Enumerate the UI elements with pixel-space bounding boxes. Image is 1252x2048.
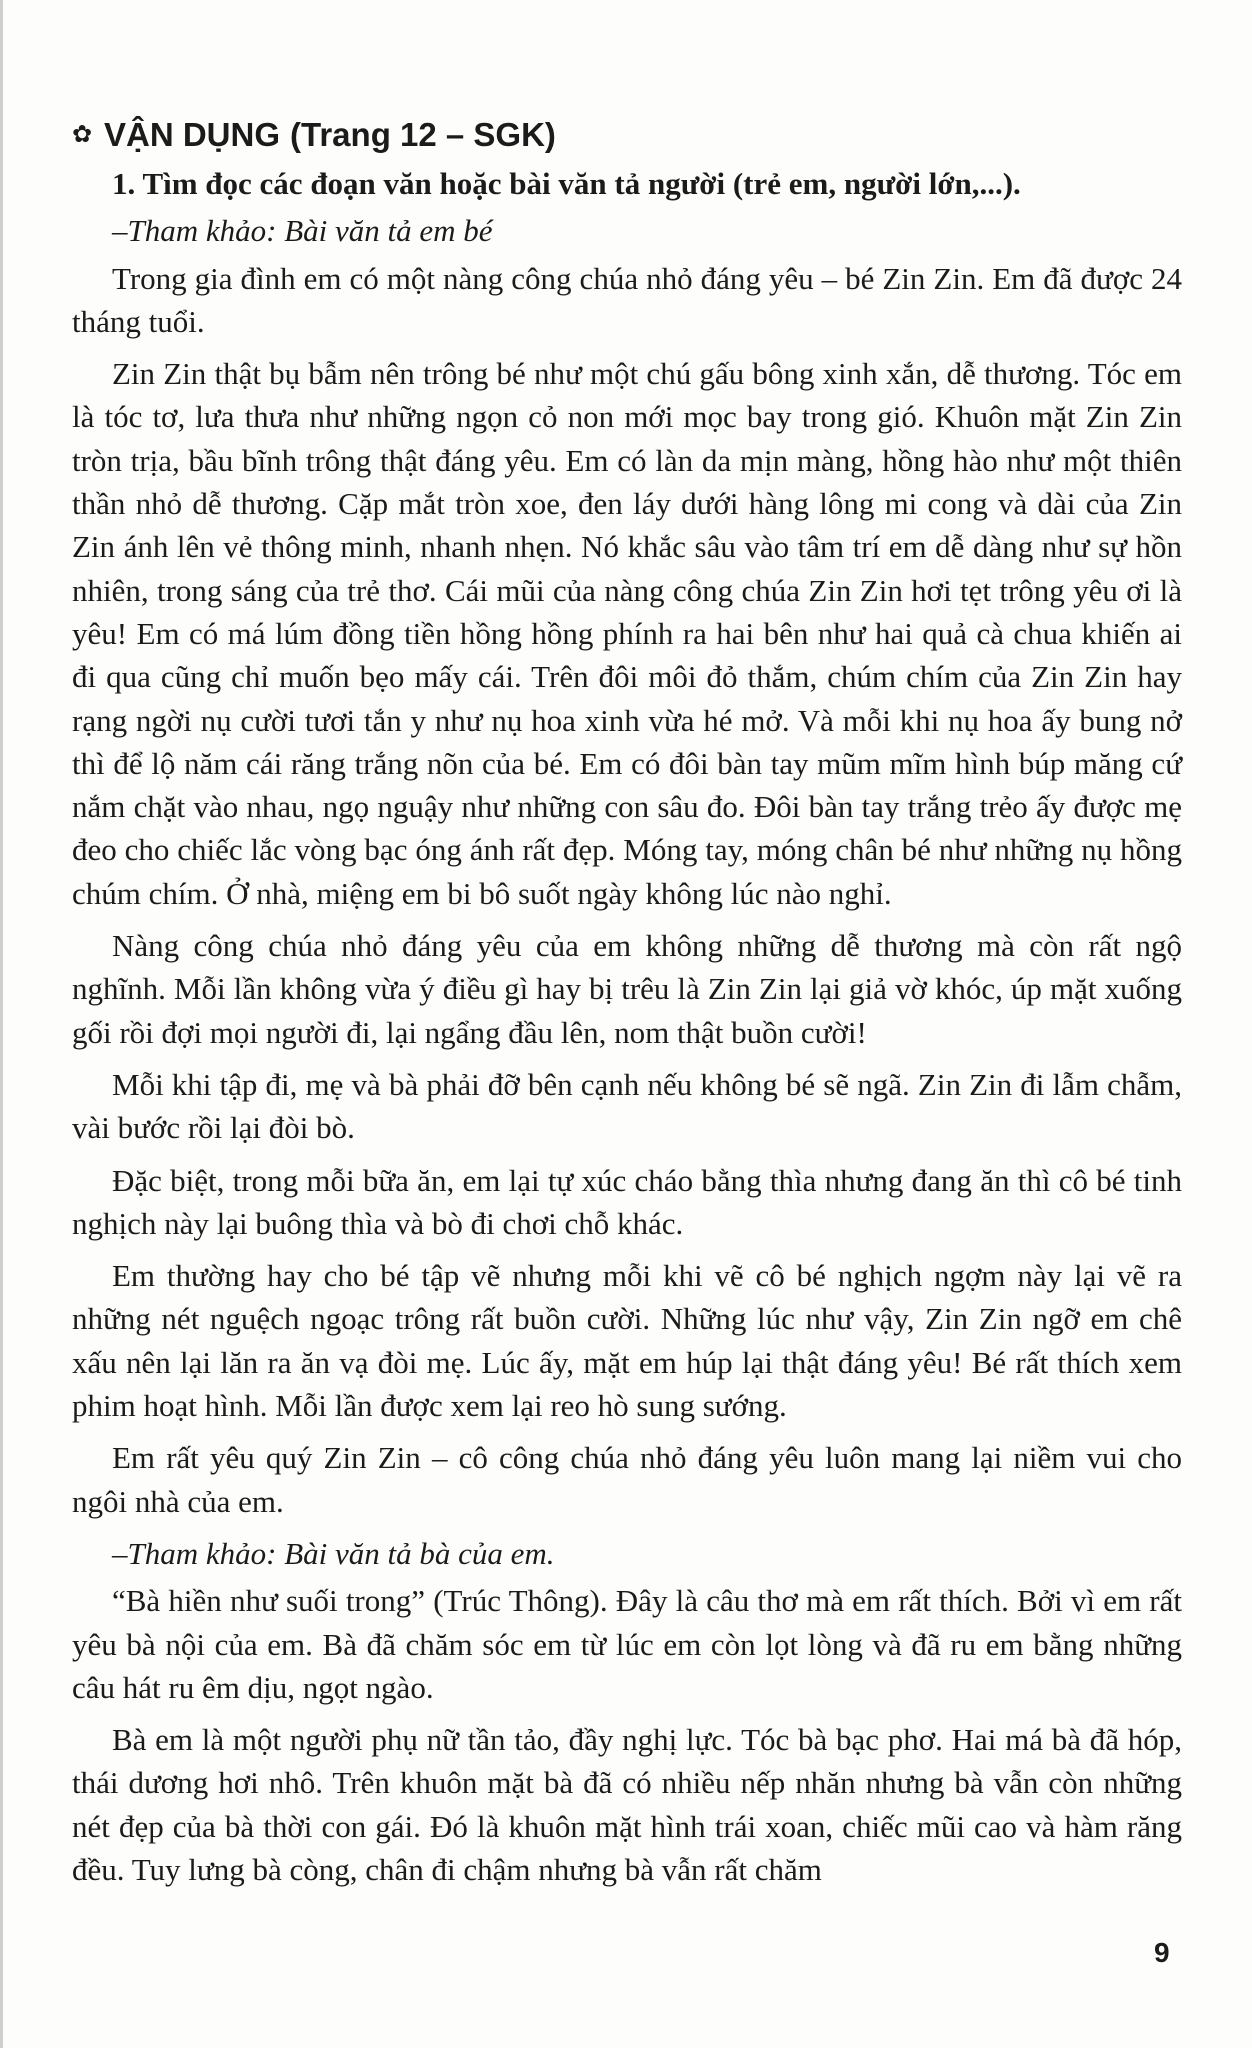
flower-star-icon: ✿ xyxy=(72,121,93,148)
section-title: VẬN DỤNG xyxy=(104,116,281,153)
section-subtitle: (Trang 12 – SGK) xyxy=(290,116,556,153)
paragraph: Em rất yêu quý Zin Zin – cô công chúa nhỏ đáng yêu luôn mang lại niềm vui cho ngôi nhà của em. xyxy=(72,1440,1182,1519)
page-number: 9 xyxy=(1154,1937,1170,1968)
page-content xyxy=(72,112,1182,1900)
page-edge-divider xyxy=(0,0,3,2048)
paragraph: Zin Zin thật bụ bẫm nên trông bé như một chú gấu bông xinh xắn, dễ thương. Tóc em là tóc tơ, lưa thưa như những ngọn cỏ non mới mọc bay trong gió. Khuôn mặt Zin Zin tròn trịa, bầu bĩnh trông thật đáng yêu. Em có làn da mịn màng, hồng hào như một thiên thần nhỏ dễ thương. Cặp mắt tròn xoe, đen láy dưới hàng lông mi cong và dài của Zin Zin ánh lên vẻ thông minh, nhanh nhẹn. Nó khắc sâu vào tâm trí em dễ dàng như sự hồn nhiên, trong sáng của trẻ thơ. Cái mũi của nàng công chúa Zin Zin hơi tẹt trông yêu ơi là yêu! Em có má lúm đồng tiền hồng hồng phính ra hai bên như hai quả cà chua khiến ai đi qua cũng chỉ muốn bẹo mấy cái. Trên đôi môi đỏ thắm, chúm chím của Zin Zin hay rạng ngời nụ cười tươi tắn y như nụ hoa xinh vừa hé mở. Và mỗi khi nụ hoa ấy bung nở thì để lộ năm cái răng trắng nõn của bé. Em có đôi bàn tay mũm mĩm hình búp măng cứ nắm chặt vào nhau, ngọ nguậy như những con sâu đo. Đôi bàn tay trắng trẻo ấy được mẹ đeo cho chiếc lắc vòng bạc óng ánh rất đẹp. Móng tay, móng chân bé như những nụ hồng chúm chím. Ở nhà, miệng em bi bô suốt ngày không lúc nào nghỉ. xyxy=(72,356,1182,911)
paragraph: Bà em là một người phụ nữ tần tảo, đầy nghị lực. Tóc bà bạc phơ. Hai má bà đã hóp, thái dương hơi nhô. Trên khuôn mặt bà đã có nhiều nếp nhăn nhưng bà vẫn còn những nét đẹp của bà thời con gái. Đó là khuôn mặt hình trái xoan, chiếc mũi cao và hàm răng đều. Tuy lưng bà còng, chân đi chậm nhưng bà vẫn rất chăm xyxy=(72,1722,1182,1887)
reference-label-2: –Tham khảo: Bài văn tả bà của em. xyxy=(112,1535,555,1571)
reference-label-1: –Tham khảo: Bài văn tả em bé xyxy=(112,213,493,249)
paragraph: Mỗi khi tập đi, mẹ và bà phải đỡ bên cạnh nếu không bé sẽ ngã. Zin Zin đi lẫm chẫm, vài bước rồi lại đòi bò. xyxy=(72,1066,1182,1146)
paragraph: Đặc biệt, trong mỗi bữa ăn, em lại tự xúc cháo bằng thìa nhưng đang ăn thì cô bé tinh nghịch này lại buông thìa và bò đi chơi chỗ khác. xyxy=(72,1162,1182,1241)
paragraph: Trong gia đình em có một nàng công chúa nhỏ đáng yêu – bé Zin Zin. Em đã được 24 tháng tuổi. xyxy=(72,260,1182,339)
paragraph: “Bà hiền như suối trong” (Trúc Thông). Đây là câu thơ mà em rất thích. Bởi vì em rất yêu bà nội của em. Bà đã chăm sóc em từ lúc em còn lọt lòng và đã ru em bằng những câu hát ru êm dịu, ngọt ngào. xyxy=(72,1583,1182,1705)
paragraph: Nàng công chúa nhỏ đáng yêu của em không những dễ thương mà còn rất ngộ nghĩnh. Mỗi lần không vừa ý điều gì hay bị trêu là Zin Zin lại giả vờ khóc, úp mặt xuống gối rồi đợi mọi người đi, lại ngẩng đầu lên, nom thật buồn cười! xyxy=(72,928,1182,1050)
section-heading xyxy=(72,112,1182,158)
paragraph: Em thường hay cho bé tập vẽ nhưng mỗi khi vẽ cô bé nghịch ngợm này lại vẽ ra những nét nguệch ngoạc trông rất buồn cười. Những lúc như vậy, Zin Zin ngỡ em chê xấu nên lại lăn ra ăn vạ đòi mẹ. Lúc ấy, mặt em húp lại thật đáng yêu! Bé rất thích xem phim hoạt hình. Mỗi lần được xem lại reo hò sung sướng. xyxy=(72,1258,1182,1424)
task-prompt: 1. Tìm đọc các đoạn văn hoặc bài văn tả người (trẻ em, người lớn,...). xyxy=(112,166,1021,201)
